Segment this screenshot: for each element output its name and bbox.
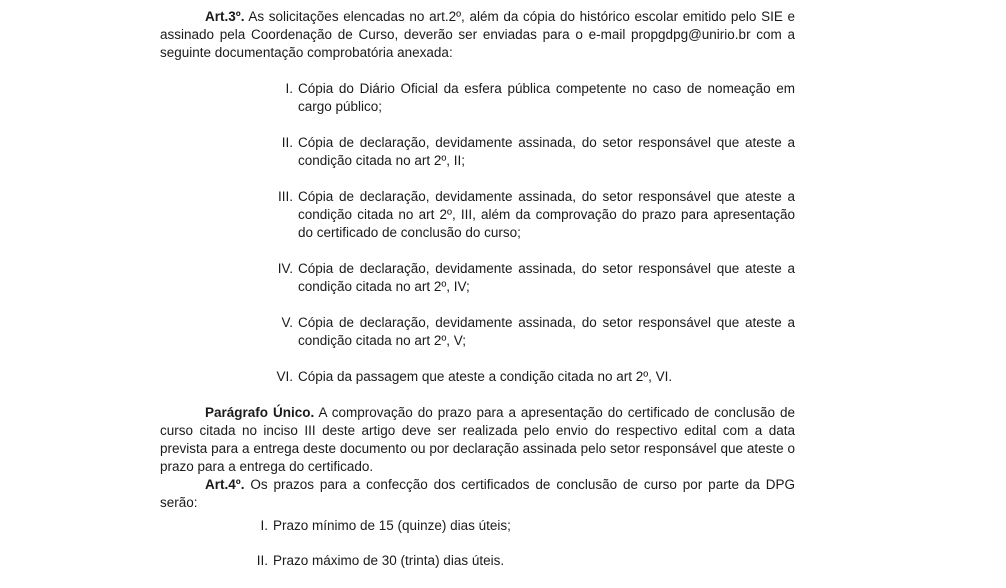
- list-item: [160, 260, 795, 296]
- article-3-text: As solicitações elencadas no art.2º, além da cópia do histórico escolar emitido pelo SIE e assinado pela Coordenação de Curso, deverão ser enviadas para o e-mail propgdpg@unirio.br com a seguinte documentação comprobatória anexada:: [160, 9, 796, 60]
- paragrafo-unico-paragraph: [160, 404, 795, 476]
- article-4-label: Art.4º.: [205, 477, 245, 492]
- list-item-text: Cópia de declaração, devidamente assinada, do setor responsável que ateste a condição citada no art 2º, IV;: [298, 261, 795, 294]
- list-item-text: Prazo máximo de 30 (trinta) dias úteis.: [273, 553, 505, 568]
- list-item-text: Prazo mínimo de 15 (quinze) dias úteis;: [273, 518, 511, 533]
- article-3-item-list: [160, 80, 795, 386]
- list-item-text: Cópia da passagem que ateste a condição citada no art 2º, VI.: [298, 369, 673, 384]
- article-3-paragraph: [160, 8, 795, 62]
- list-item-text: Cópia de declaração, devidamente assinada, do setor responsável que ateste a condição citada no art 2º, V;: [298, 315, 795, 348]
- list-item-numeral: IV.: [277, 261, 293, 276]
- paragrafo-unico-label: Parágrafo Único.: [205, 405, 315, 420]
- list-item-numeral: II.: [256, 553, 268, 568]
- list-item-numeral: III.: [277, 189, 293, 204]
- article-4-paragraph: [160, 476, 795, 512]
- list-item-numeral: II.: [281, 135, 293, 150]
- list-item: [160, 188, 795, 242]
- list-item-numeral: I.: [285, 81, 293, 96]
- list-item: [160, 517, 795, 535]
- article-4-item-list: [160, 517, 795, 570]
- list-item: [160, 368, 795, 386]
- paragrafo-unico-text: A comprovação do prazo para a apresentação do certificado de conclusão de curso citada no inciso III deste artigo deve ser realizada pelo envio do respectivo edital com a data prevista para a entrega deste documento ou por declaração assinada pelo setor responsável que ateste o prazo para a entrega do certificado.: [160, 405, 795, 474]
- list-item: [160, 314, 795, 350]
- list-item-text: Cópia de declaração, devidamente assinada, do setor responsável que ateste a condição citada no art 2º, II;: [298, 135, 795, 168]
- list-item-numeral: V.: [281, 315, 293, 330]
- list-item-text: Cópia de declaração, devidamente assinada, do setor responsável que ateste a condição citada no art 2º, III, além da comprovação do prazo para apresentação do certificado de conclusão do curso;: [298, 189, 795, 240]
- list-item-text: Cópia do Diário Oficial da esfera pública competente no caso de nomeação em cargo público;: [298, 81, 795, 114]
- article-3-label: Art.3º.: [205, 9, 245, 24]
- article-4-text: Os prazos para a confecção dos certificados de conclusão de curso por parte da DPG serão:: [160, 477, 795, 510]
- list-item: [160, 552, 795, 570]
- list-item: [160, 80, 795, 116]
- list-item-numeral: VI.: [276, 369, 293, 384]
- list-item-numeral: I.: [260, 518, 268, 533]
- list-item: [160, 134, 795, 170]
